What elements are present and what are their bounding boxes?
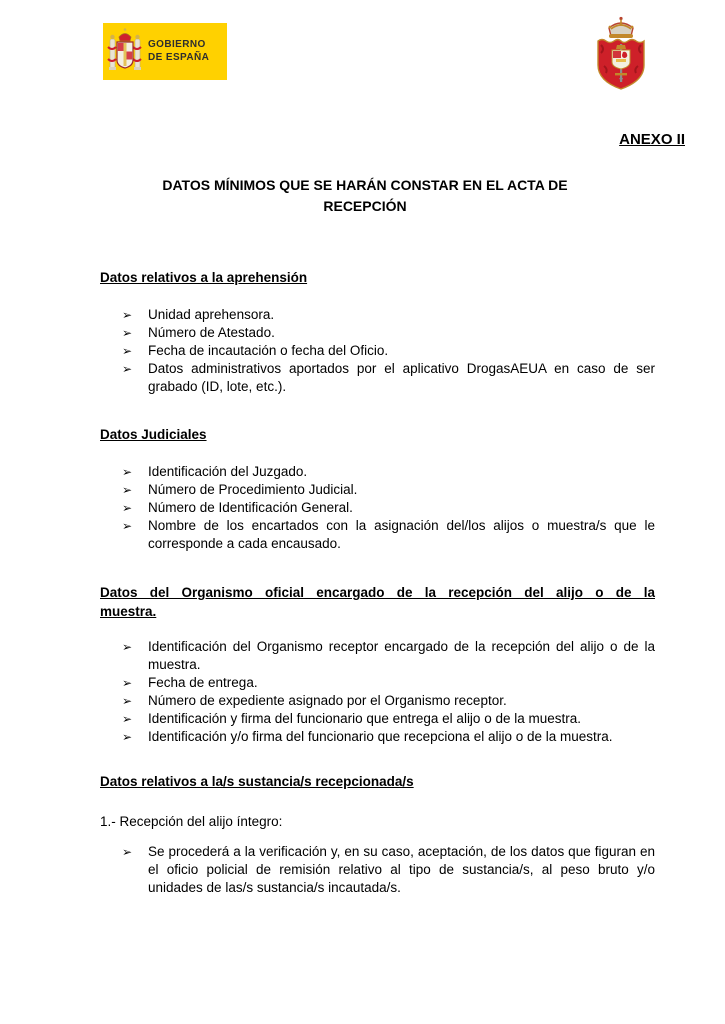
arrow-bullet-icon: ➢ xyxy=(122,465,133,479)
section-heading-organismo-line2: muestra. xyxy=(100,603,157,619)
crowned-red-crest-icon xyxy=(592,14,650,92)
spain-coat-of-arms-icon xyxy=(103,23,147,80)
list-item-text: Unidad aprehensora. xyxy=(148,306,275,322)
list-item xyxy=(100,481,655,499)
gobierno-logo-line2: DE ESPAÑA xyxy=(148,51,210,63)
list-item xyxy=(100,499,655,517)
arrow-bullet-icon: ➢ xyxy=(122,676,133,690)
list-item xyxy=(100,728,655,746)
list-item-text: Número de Atestado. xyxy=(148,324,275,340)
list-item-text: Identificación y/o firma del funcionario que recepciona el alijo o de la muestra. xyxy=(148,729,613,744)
arrow-bullet-icon: ➢ xyxy=(122,361,133,376)
annex-label-text: ANEXO II xyxy=(619,131,685,148)
bullet-list-aprehension xyxy=(100,306,655,396)
list-item-text: Número de Identificación General. xyxy=(148,500,353,515)
section-heading-sustancias xyxy=(100,773,655,792)
section-heading-aprehension xyxy=(100,269,655,288)
list-item xyxy=(100,710,655,728)
section-heading-sustancias-text: Datos relativos a la/s sustancia/s recepcionada/s xyxy=(100,774,414,789)
arrow-bullet-icon: ➢ xyxy=(122,844,133,859)
bullet-list-judiciales xyxy=(100,463,655,553)
list-item-text: Datos administrativos aportados por el aplicativo DrogasAEUA en caso de ser grabado (ID, lote, etc.). xyxy=(148,360,655,394)
section-heading-organismo-line1-wrap xyxy=(100,584,655,603)
bullet-list-organismo xyxy=(100,638,655,746)
list-item-text: Número de expediente asignado por el Organismo receptor. xyxy=(148,693,507,708)
annex-label xyxy=(100,130,685,149)
list-item xyxy=(100,306,655,324)
numbered-item-text: 1.- Recepción del alijo íntegro: xyxy=(100,813,283,829)
list-item-text: Se procederá a la verificación y, en su caso, aceptación, de los datos que figuran en el oficio policial de remisión relativo al tipo de sustancia/s, al peso bruto y/o unidades de las/s sustancia/s incautada/s. xyxy=(148,843,655,895)
arrow-bullet-icon: ➢ xyxy=(122,730,133,744)
list-item xyxy=(100,674,655,692)
document-title-line1: DATOS MÍNIMOS QUE SE HARÁN CONSTAR EN EL ACTA DE xyxy=(162,177,568,193)
section-heading-organismo-line2-wrap xyxy=(100,603,655,622)
document-title xyxy=(100,175,630,217)
section-heading-organismo xyxy=(100,584,655,621)
section-heading-judiciales-text: Datos Judiciales xyxy=(100,426,207,442)
section-heading-aprehension-text: Datos relativos a la aprehensión xyxy=(100,270,308,285)
document-title-line2: RECEPCIÓN xyxy=(323,198,407,214)
list-item xyxy=(100,843,655,897)
list-item xyxy=(100,360,655,396)
section-heading-organismo-line1: Datos del Organismo oficial encargado de la recepción del alijo o de la xyxy=(100,585,655,600)
bullet-list-sustancias xyxy=(100,843,655,897)
arrow-bullet-icon: ➢ xyxy=(122,325,133,340)
arrow-bullet-icon: ➢ xyxy=(122,501,133,515)
list-item xyxy=(100,517,655,553)
arrow-bullet-icon: ➢ xyxy=(122,712,133,726)
gobierno-logo-text xyxy=(147,39,209,64)
list-item-text: Identificación del Organismo receptor encargado de la recepción del alijo o de la muestra. xyxy=(148,639,655,672)
gobierno-logo-line1: GOBIERNO xyxy=(148,39,206,50)
list-item-text: Fecha de incautación o fecha del Oficio. xyxy=(148,342,389,358)
arrow-bullet-icon: ➢ xyxy=(122,343,133,358)
list-item-text: Identificación y firma del funcionario que entrega el alijo o de la muestra. xyxy=(148,711,581,726)
numbered-item xyxy=(100,813,655,831)
list-item xyxy=(100,638,655,674)
list-item xyxy=(100,342,655,360)
arrow-bullet-icon: ➢ xyxy=(122,640,133,654)
list-item-text: Número de Procedimiento Judicial. xyxy=(148,482,358,497)
arrow-bullet-icon: ➢ xyxy=(122,307,133,322)
gobierno-de-espana-logo xyxy=(103,23,227,80)
list-item xyxy=(100,324,655,342)
arrow-bullet-icon: ➢ xyxy=(122,519,133,533)
section-heading-judiciales xyxy=(100,426,655,445)
arrow-bullet-icon: ➢ xyxy=(122,694,133,708)
document-body xyxy=(100,130,685,897)
list-item xyxy=(100,692,655,710)
list-item xyxy=(100,463,655,481)
list-item-text: Nombre de los encartados con la asignación del/los alijos o muestra/s que le corresponde a cada encausado. xyxy=(148,518,655,551)
list-item-text: Fecha de entrega. xyxy=(148,675,258,690)
arrow-bullet-icon: ➢ xyxy=(122,483,133,497)
list-item-text: Identificación del Juzgado. xyxy=(148,464,308,479)
